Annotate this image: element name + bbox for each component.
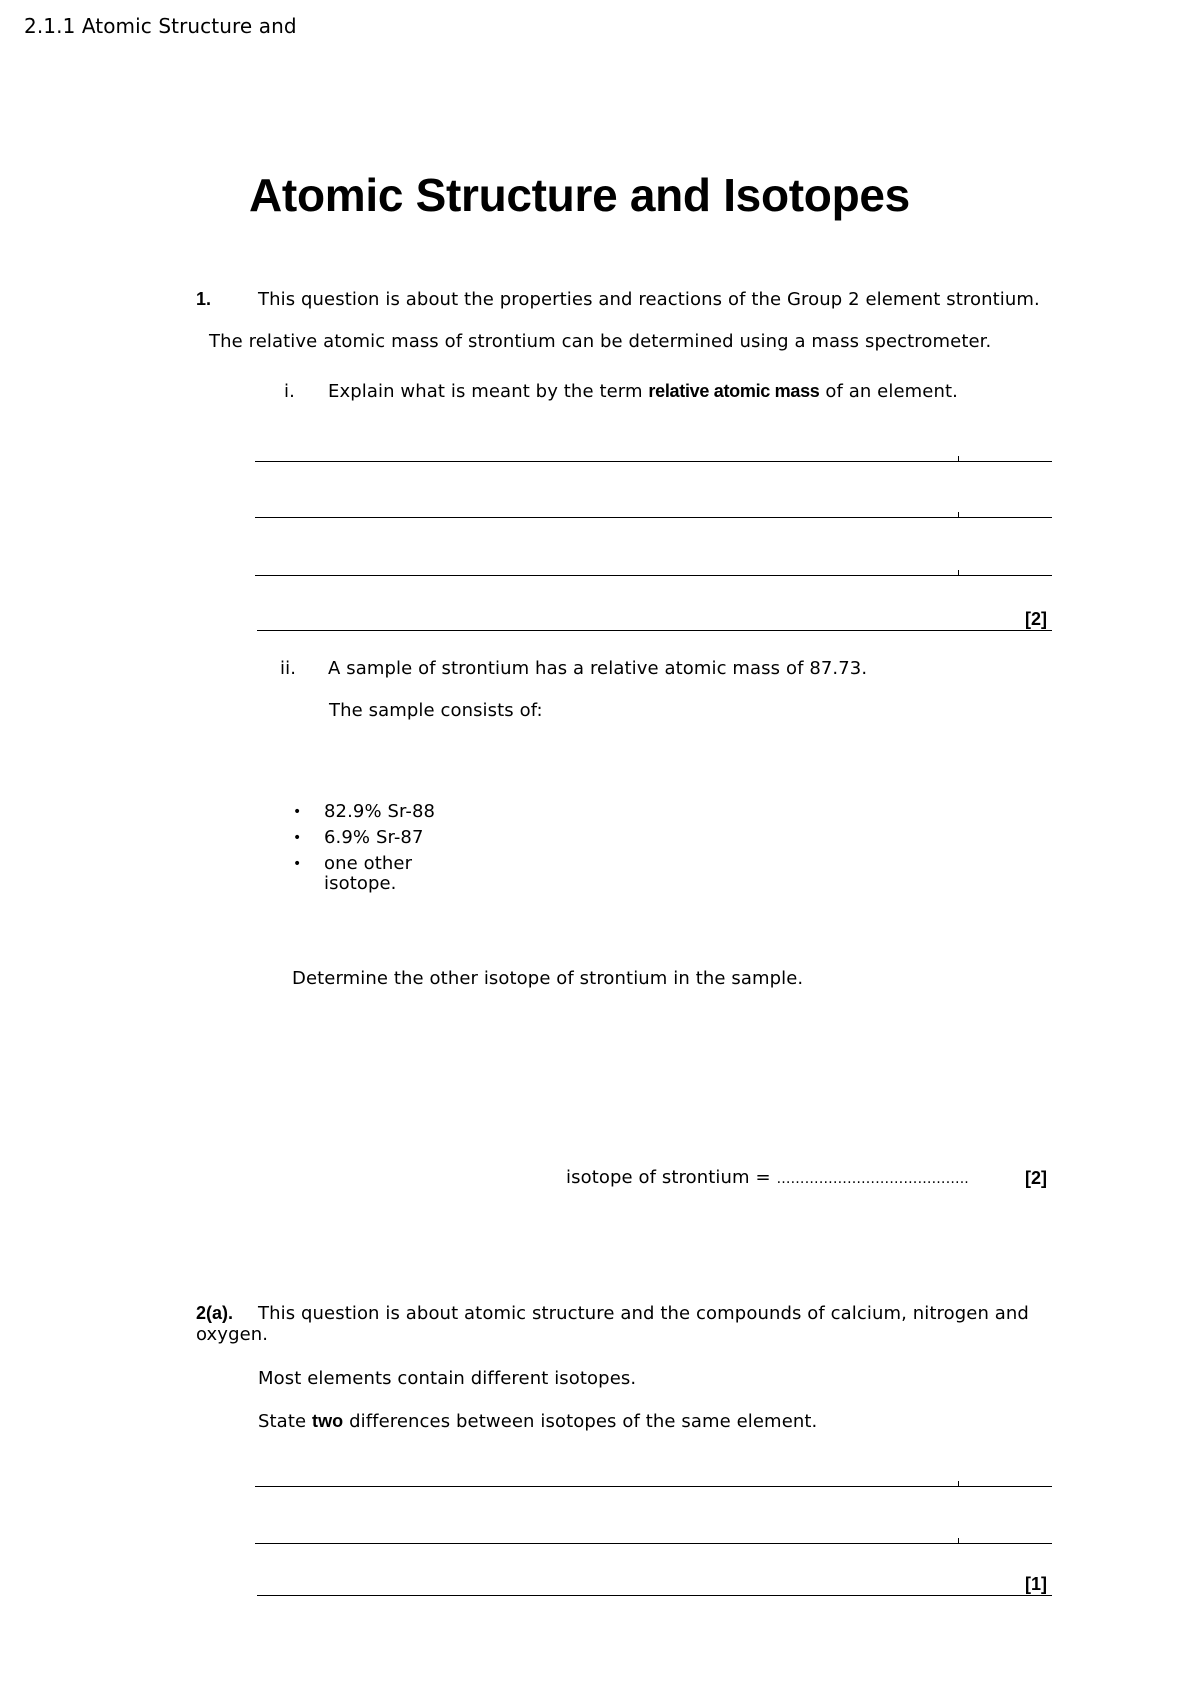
answer-line-tick — [958, 456, 959, 461]
list-item: 6.9% Sr-87 — [324, 827, 424, 848]
answer-line[interactable] — [255, 461, 1052, 462]
answer-line[interactable] — [255, 1543, 1052, 1544]
answer-line[interactable] — [255, 517, 1052, 518]
part-ii-answer[interactable] — [566, 1167, 969, 1188]
question-1-intro: The relative atomic mass of strontium can be determined using a mass spectrometer. — [209, 331, 992, 352]
question-2a-instruction — [258, 1411, 817, 1432]
part-ii-label: ii. — [280, 658, 297, 679]
part-ii-instruction: Determine the other isotope of strontium in the sample. — [292, 968, 804, 989]
part-i-label: i. — [284, 381, 295, 402]
answer-line-tick — [958, 1538, 959, 1543]
question-2a-marks: [1] — [1025, 1574, 1047, 1594]
question-1-stem: This question is about the properties and reactions of the Group 2 element strontium. — [258, 289, 1040, 310]
question-2a-number: 2(a). — [196, 1303, 234, 1323]
answer-line[interactable] — [257, 1595, 1052, 1596]
page-title: Atomic Structure and Isotopes — [249, 169, 910, 221]
part-i-text-after: of an element. — [819, 381, 958, 402]
state-before: State — [258, 1411, 312, 1432]
state-bold: two — [311, 1411, 344, 1431]
part-ii-marks: [2] — [1025, 1168, 1047, 1188]
running-header: 2.1.1 Atomic Structure and — [24, 14, 297, 38]
answer-dots[interactable]: ………………………………….. — [776, 1171, 969, 1187]
answer-line-tick — [958, 1481, 959, 1486]
answer-line[interactable] — [257, 630, 1052, 631]
bullet-icon: • — [293, 856, 302, 872]
question-2a-stem-cont: oxygen. — [196, 1324, 269, 1345]
question-1-number: 1. — [196, 289, 212, 309]
part-i-bold-term: relative atomic mass — [648, 381, 820, 401]
bullet-icon: • — [293, 830, 302, 846]
part-ii-text: A sample of strontium has a relative atomic mass of 87.73. — [328, 658, 868, 679]
question-2a-stem: This question is about atomic structure and the compounds of calcium, nitrogen and — [258, 1303, 1029, 1324]
list-item: 82.9% Sr-88 — [324, 801, 436, 822]
part-ii-consists: The sample consists of: — [329, 700, 543, 721]
part-i-marks: [2] — [1025, 609, 1047, 629]
question-2a-line: Most elements contain different isotopes. — [258, 1368, 637, 1389]
list-item: one other — [324, 853, 413, 874]
answer-line-tick — [958, 512, 959, 517]
bullet-icon: • — [293, 804, 302, 820]
part-i-text-before: Explain what is meant by the term — [328, 381, 649, 402]
part-i-question — [328, 381, 958, 402]
answer-label: isotope of strontium = — [566, 1167, 777, 1188]
list-item-continuation: isotope. — [324, 873, 397, 894]
state-after: differences between isotopes of the same element. — [343, 1411, 818, 1432]
answer-line[interactable] — [255, 575, 1052, 576]
answer-line[interactable] — [255, 1486, 1052, 1487]
answer-line-tick — [958, 570, 959, 575]
